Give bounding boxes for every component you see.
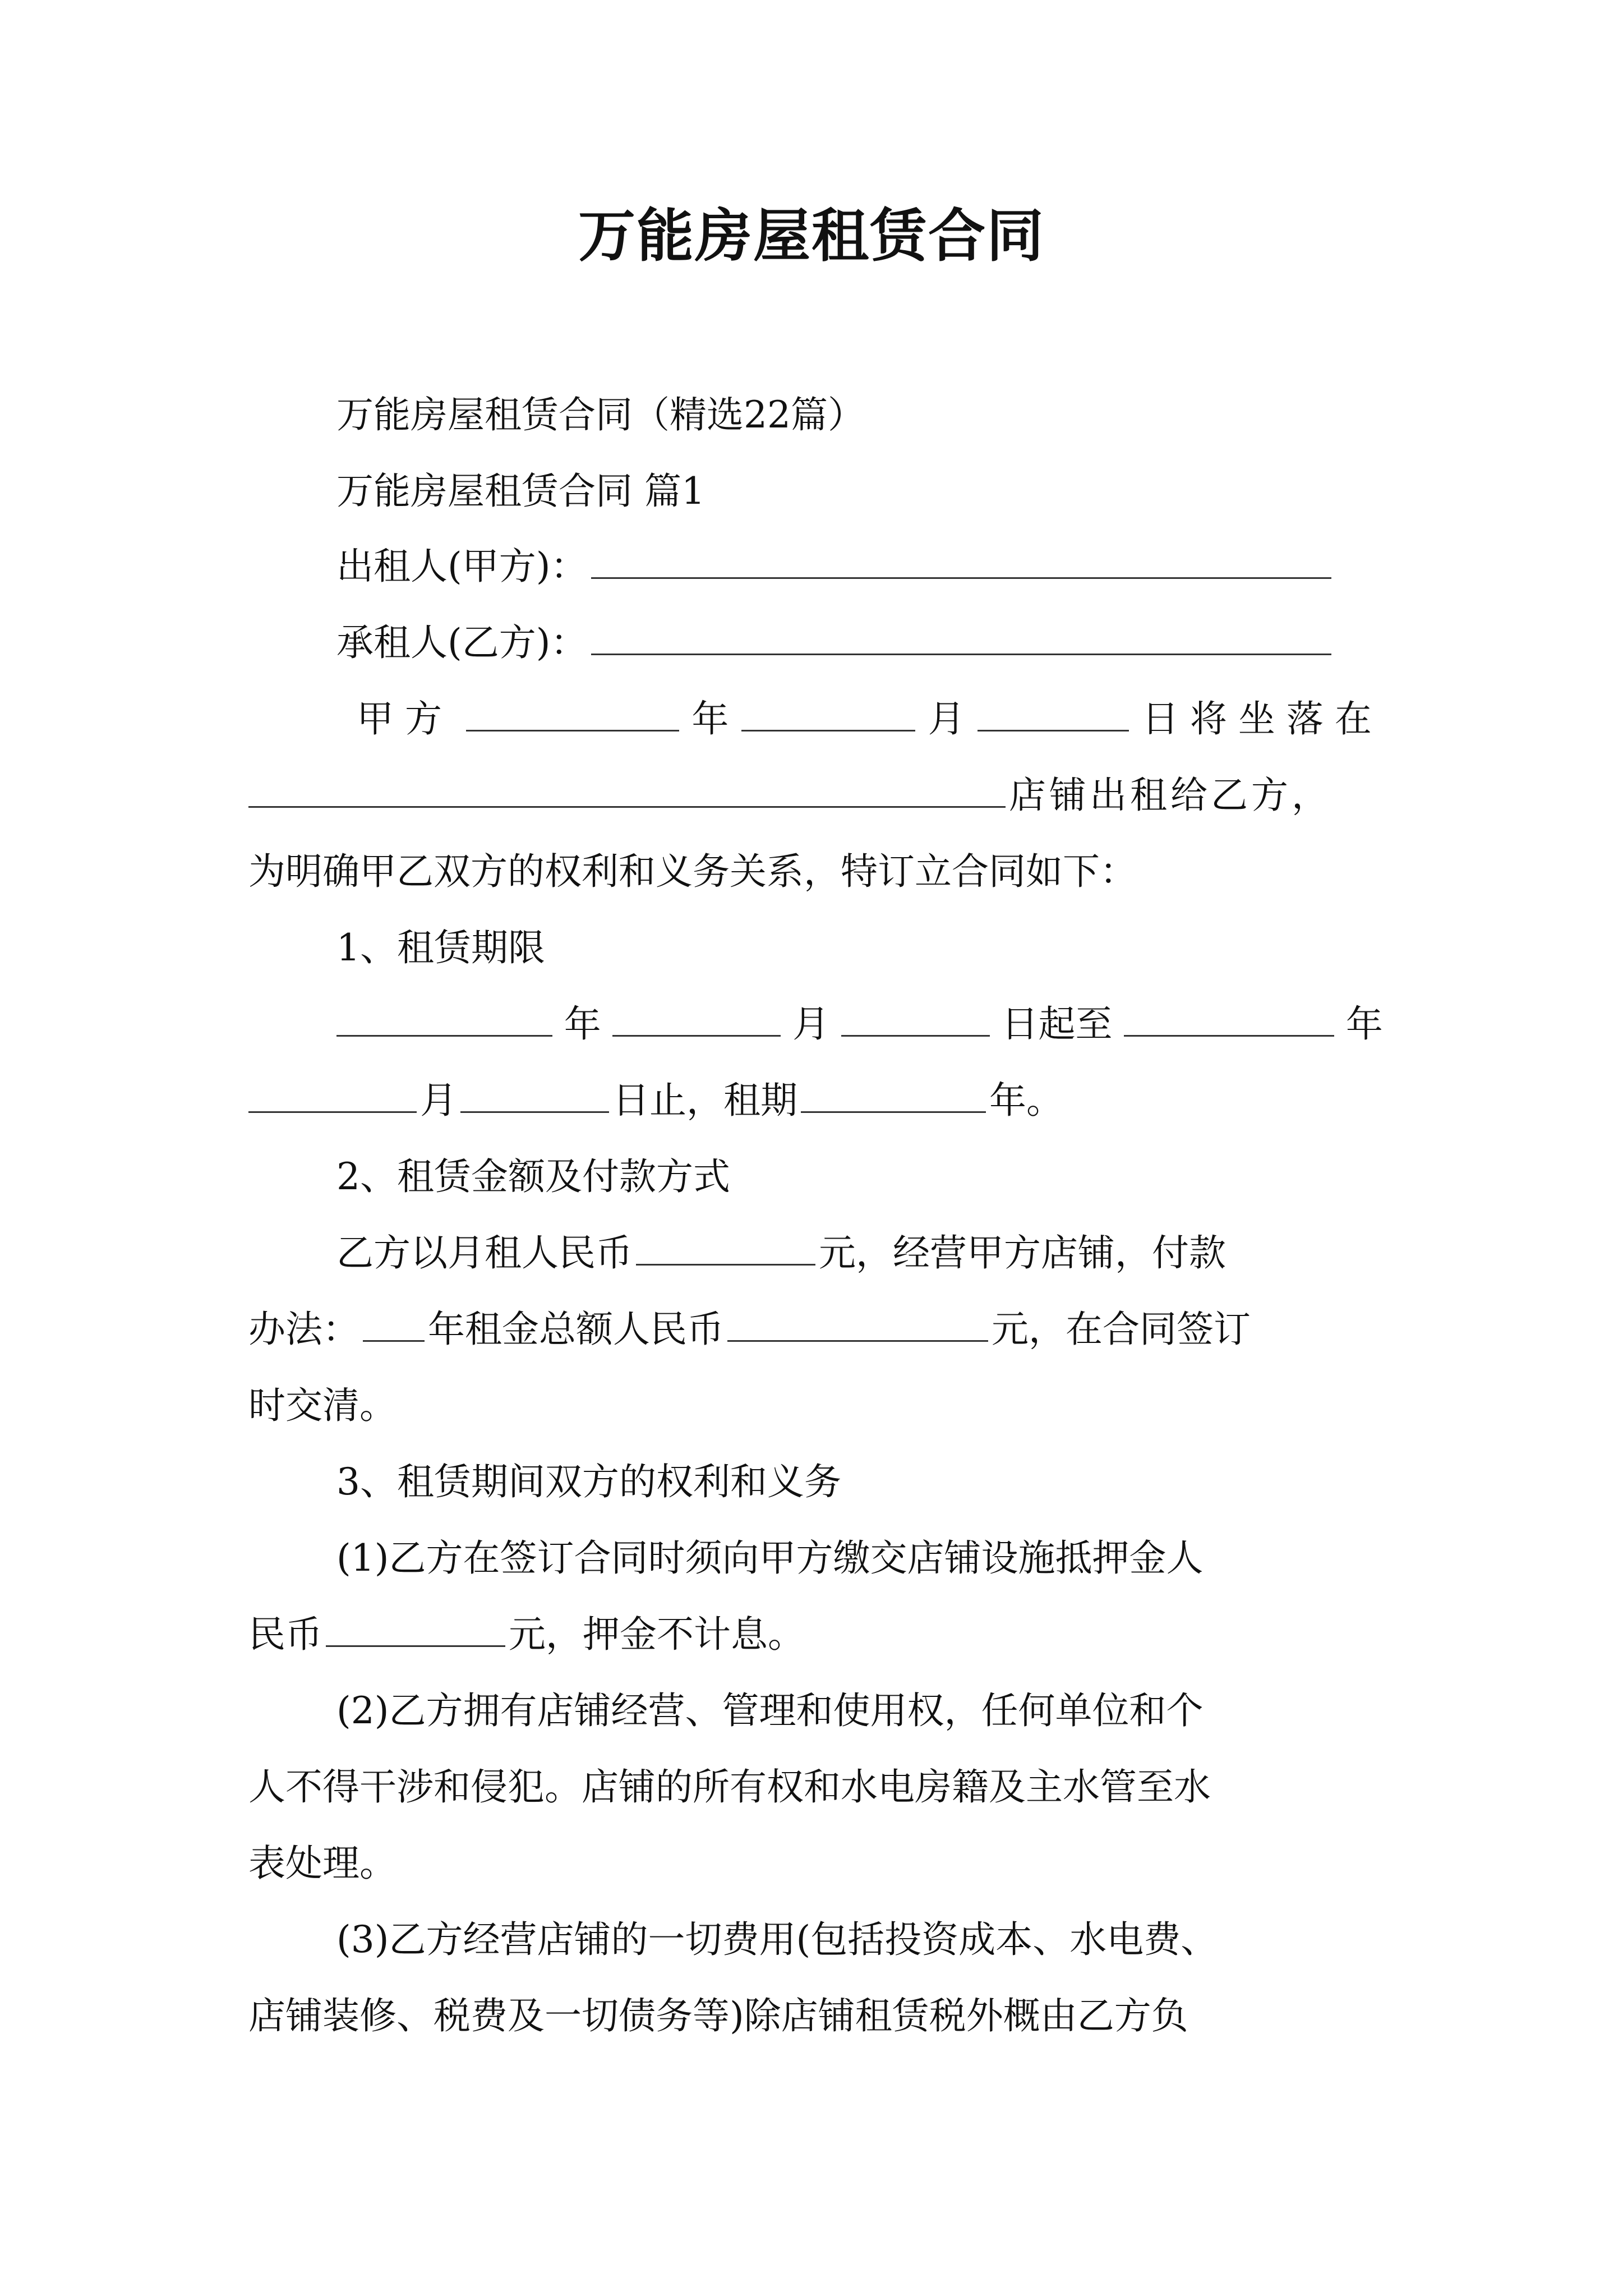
section-1-line-2 [248,1073,1063,1129]
clause-2-line-1: (2)乙方拥有店铺经营、管理和使用权，任何单位和个 [336,1689,1204,1732]
term-blank [841,1001,990,1037]
term-text: 年。 [989,1079,1063,1122]
section-2-line-2 [248,1301,1251,1358]
part-heading: 万能房屋租赁合同 篇1 [336,470,705,513]
term-text: 日起至 [1001,1002,1113,1046]
term-text: 年 [564,1002,601,1046]
clause-2-line-3: 表处理。 [248,1842,396,1885]
intro-text: 店铺出租给乙方， [1009,774,1332,817]
intro-blank [978,696,1129,731]
intro-blank [248,772,1006,808]
intro-blank [741,696,915,731]
section-1-line-1 [336,996,1383,1052]
section-2-line-3: 时交清。 [248,1384,396,1427]
lessee-line [336,615,1335,671]
clause-1-line-1: (1)乙方在签订合同时须向甲方缴交店铺设施抵押金人 [336,1536,1204,1580]
clause-2-line-2: 人不得干涉和侵犯。店铺的所有权和水电房籍及主水管至水 [248,1765,1211,1809]
intro-text: 甲方 [357,697,453,740]
lessee-blank [591,620,1331,655]
term-text: 月 [792,1002,830,1046]
term-blank [336,1001,552,1037]
rent-text: 元，在合同签订 [992,1308,1251,1351]
section-3-heading: 3、租赁期间双方的权利和义务 [336,1460,841,1503]
rent-blank [727,1306,988,1342]
term-blank [612,1001,781,1037]
term-text: 月 [420,1079,457,1122]
rent-blank [636,1230,815,1266]
section-1-heading: 1、租赁期限 [336,926,545,969]
clause-text: 民币 [248,1613,322,1656]
term-blank [460,1078,609,1113]
rent-text: 元，经营甲方店铺，付款 [819,1231,1226,1274]
lessor-label: 出租人(甲方)： [336,545,588,588]
section-2-line-1 [336,1225,1226,1281]
deposit-blank [326,1612,505,1647]
lessor-blank [591,544,1331,579]
intro-line-1 [357,691,1383,747]
lessor-line [336,539,1335,595]
rent-text: 办法： [248,1308,359,1351]
section-2-heading: 2、租赁金额及付款方式 [336,1155,730,1198]
intro-line-3: 为明确甲乙双方的权利和义务关系，特订立合同如下： [248,850,1137,893]
clause-text: 元，押金不计息。 [509,1613,805,1656]
clause-3-line-1: (3)乙方经营店铺的一切费用(包括投资成本、水电费、 [336,1918,1218,1961]
rent-blank [363,1306,425,1342]
term-blank [801,1078,986,1113]
term-text: 年 [1345,1002,1383,1046]
term-text: 日止，租期 [612,1079,797,1122]
subtitle: 万能房屋租赁合同（精选22篇） [336,393,865,436]
clause-1-line-2 [248,1607,805,1663]
intro-text: 年 [691,697,729,740]
clause-3-line-2: 店铺装修、税费及一切债务等)除店铺租赁税外概由乙方负 [248,1994,1188,2037]
intro-line-2 [248,767,1332,823]
rent-text: 年租金总额人民币 [428,1308,724,1351]
lessee-label: 承租人(乙方)： [336,621,588,664]
page-title: 万能房屋租赁合同 [578,203,1045,270]
intro-text: 日将坐落在 [1141,697,1383,740]
term-blank [248,1078,417,1113]
intro-blank [466,696,679,731]
rent-text: 乙方以月租人民币 [336,1231,633,1274]
term-blank [1124,1001,1334,1037]
intro-text: 月 [928,697,965,740]
